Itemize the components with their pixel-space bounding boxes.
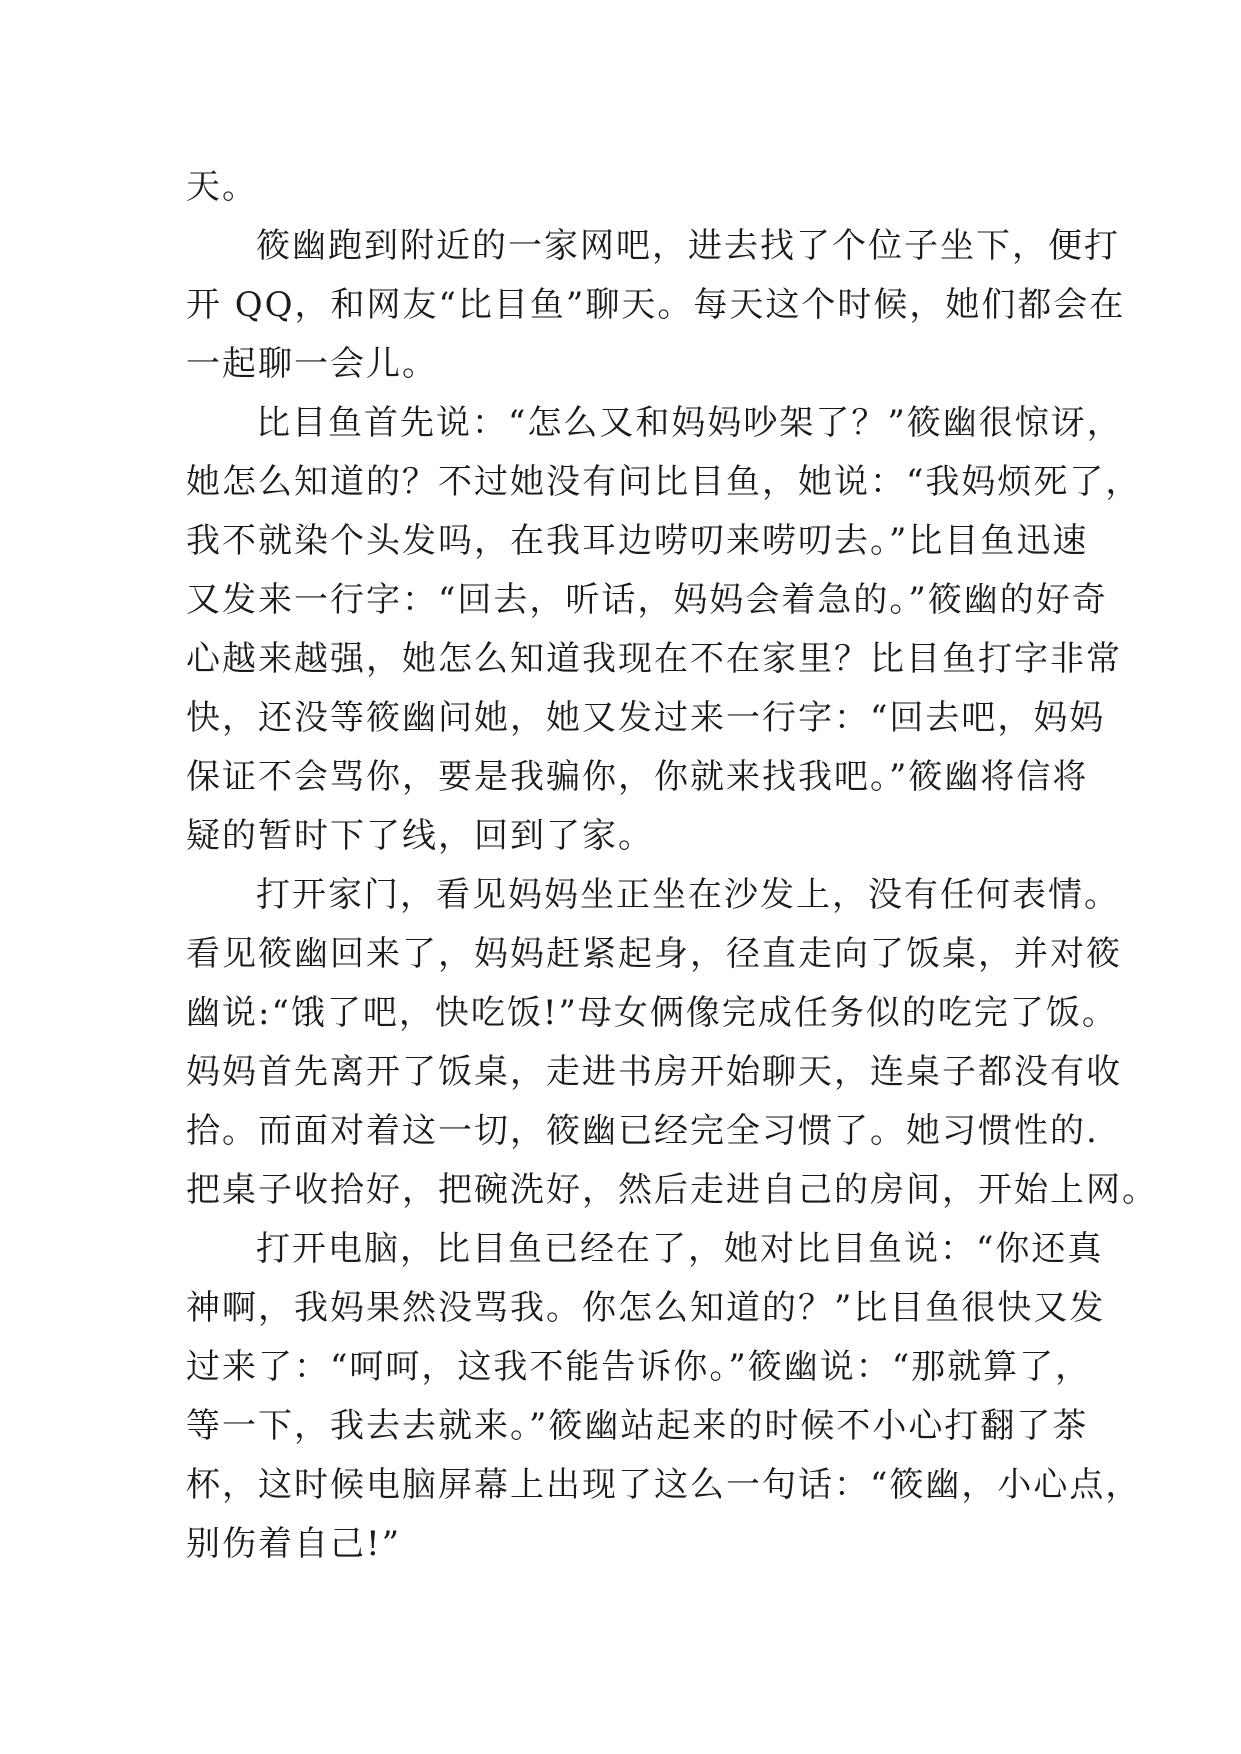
text-line: 保证不会骂你，要是我骗你，你就来找我吧。”筱幽将信将 [186, 757, 1089, 797]
text-line: 拾。而面对着这一切，筱幽已经完全习惯了。她习惯性的. [186, 1111, 1099, 1151]
text-line: 天。 [186, 167, 258, 207]
text-line: 我不就染个头发吗，在我耳边唠叨来唠叨去。”比目鱼迅速 [186, 521, 1089, 561]
paragraph-start-line: 比目鱼首先说：“怎么又和妈妈吵架了？”筱幽很惊讶， [256, 403, 1123, 443]
story-text [186, 158, 1158, 1574]
text-line: 疑的暂时下了线，回到了家。 [186, 816, 654, 856]
text-line: 过来了：“呵呵，这我不能告诉你。”筱幽说：“那就算了， [186, 1347, 1092, 1387]
text-line: 把桌子收拾好，把碗洗好，然后走进自己的房间，开始上网。 [186, 1170, 1158, 1210]
paragraph-start-line: 打开电脑，比目鱼已经在了，她对比目鱼说：“你还真 [256, 1229, 1104, 1269]
text-line: 她怎么知道的？不过她没有问比目鱼，她说：“我妈烦死了， [186, 462, 1142, 502]
paragraph-start-line: 筱幽跑到附近的一家网吧，进去找了个位子坐下，便打 [256, 226, 1120, 266]
text-line: 神啊，我妈果然没骂我。你怎么知道的？”比目鱼很快又发 [186, 1288, 1106, 1328]
text-line: 幽说:“饿了吧，快吃饭!”母女俩像完成任务似的吃完了饭。 [186, 993, 1118, 1033]
text-line: 别伤着自己!” [186, 1524, 402, 1564]
text-line: 快，还没等筱幽问她，她又发过来一行字：“回去吧，妈妈 [186, 698, 1106, 738]
paragraph-start-line: 打开家门，看见妈妈坐正坐在沙发上，没有任何表情。 [256, 875, 1120, 915]
text-line: 看见筱幽回来了，妈妈赶紧起身，径直走向了饭桌，并对筱 [186, 934, 1122, 974]
text-line: 心越来越强，她怎么知道我现在不在家里？比目鱼打字非常 [186, 639, 1122, 679]
text-line: 又发来一行字：“回去，听话，妈妈会着急的。”筱幽的好奇 [186, 580, 1108, 620]
text-line: 开 QQ，和网友“比目鱼”聊天。每天这个时候，她们都会在 [186, 285, 1126, 325]
text-line: 妈妈首先离开了饭桌，走进书房开始聊天，连桌子都没有收 [186, 1052, 1122, 1092]
text-line: 一起聊一会儿。 [186, 344, 438, 384]
text-line: 等一下，我去去就来。”筱幽站起来的时候不小心打翻了茶 [186, 1406, 1089, 1446]
text-line: 杯，这时候电脑屏幕上出现了这么一句话：“筱幽，小心点， [186, 1465, 1142, 1505]
